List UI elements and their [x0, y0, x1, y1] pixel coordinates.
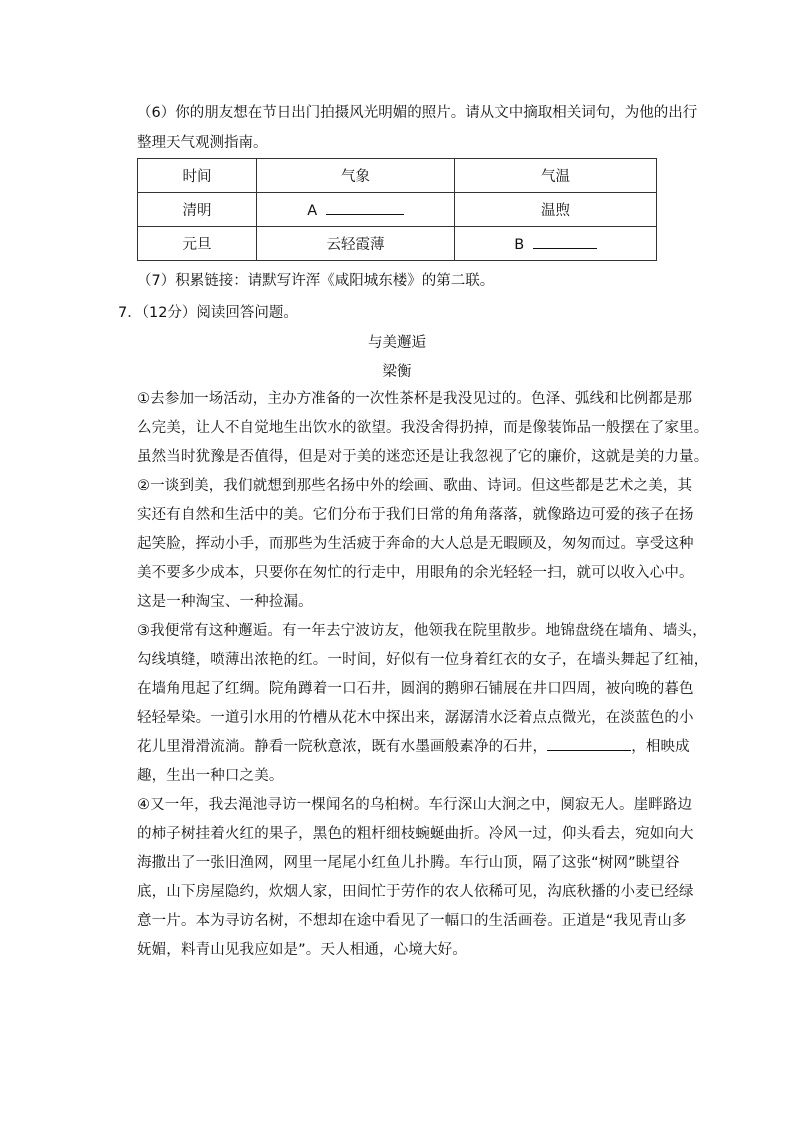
paragraph-2-line: 美不要多少成本，只要你在匆忙的行走中，用眼角的余光轻轻一扫，就可以收入心中。	[137, 565, 694, 581]
paragraph-1-line: 么完美，让人不自觉地生出饮水的欲望。我没舍得扔掉，而是像装饰品一般摆在了家里。	[137, 420, 709, 436]
header-temperature: 气温	[455, 159, 657, 193]
paragraph-1-line: ①去参加一场活动，主办方准备的一次性茶杯是我没见过的。色泽、弧线和比例都是那	[137, 391, 693, 407]
paragraph-2-line: 实还有自然和生活中的美。它们分布于我们日常的角角落落，就像路边可爱的孩子在扬	[137, 507, 694, 523]
paragraph-3-tail: ，相映成	[631, 739, 690, 755]
answer-blank-a[interactable]	[326, 200, 404, 215]
question-6-line-2: 整理天气观测指南。	[137, 135, 268, 151]
cell-time: 元旦	[138, 227, 257, 261]
weather-guide-table	[137, 158, 657, 261]
article-body	[137, 385, 709, 965]
paragraph-4-line: 底，山下房屋隐约，炊烟人家，田间忙于劳作的农人依稀可见，沟底秋播的小麦已经绿	[137, 884, 694, 900]
question-7-line: （7）积累链接：请默写许浑《咸阳城东楼》的第二联。	[137, 273, 495, 289]
article-author: 梁衡	[382, 364, 412, 380]
answer-blank-b[interactable]	[533, 234, 597, 249]
paragraph-4-line: 妩媚，料青山见我应如是”。天人相通，心境大好。	[137, 942, 467, 958]
paragraph-3-text: 花儿里滑滑流淌。静看一院秋意浓，既有水墨画般素净的石井，	[137, 739, 548, 755]
section-7-heading: 7．（12分）阅读回答问题。	[118, 305, 298, 321]
cell-time: 清明	[138, 193, 257, 227]
blank-label-a: A	[307, 203, 318, 219]
paragraph-4-line: 意一片。本为寻访名树，不想却在途中看见了一幅口的生活画卷。正道是“我见青山多	[137, 913, 687, 929]
table-header-row	[138, 159, 657, 193]
cell-weather: 云轻霞薄	[257, 227, 455, 261]
article-title: 与美邂逅	[368, 335, 426, 351]
table-row	[138, 193, 657, 227]
header-weather: 气象	[257, 159, 455, 193]
paragraph-4-line: ④又一年，我去渑池寻访一棵闻名的乌桕树。车行深山大涧之中，阒寂无人。崖畔路边	[137, 797, 693, 813]
cell-temperature: 温煦	[455, 193, 657, 227]
header-time: 时间	[138, 159, 257, 193]
paragraph-3-line-with-blank	[137, 733, 690, 762]
cell-temperature-blank[interactable]	[455, 227, 657, 261]
paragraph-4-line: 的柿子树挂着火红的果子，黑色的粗杆细枝蜿蜒曲折。冷风一过，仰头看去，宛如向大	[137, 826, 694, 842]
table-row	[138, 227, 657, 261]
paragraph-3-line: 轻轻晕染。一道引水用的竹槽从花木中探出来，潺潺清水泛着点点微光，在淡蓝色的小	[137, 710, 694, 726]
blank-label-b: B	[514, 237, 525, 253]
answer-blank-paragraph-3[interactable]	[547, 736, 631, 751]
paragraph-2-line: 起笑脸，挥动小手，而那些为生活疲于奔命的大人总是无暇顾及，匆匆而过。享受这种	[137, 536, 694, 552]
paragraph-1-line: 虽然当时犹豫是否值得，但是对于美的迷恋还是让我忽视了它的廉价，这就是美的力量。	[137, 449, 709, 465]
paragraph-3-line: ③我便常有这种邂逅。有一年去宁波访友，他领我在院里散步。地锦盘绕在墙角、墙头，	[137, 623, 707, 639]
paragraph-3-line: 趣，生出一种口之美。	[137, 768, 284, 784]
paragraph-2-line: ②一谈到美，我们就想到那些名扬中外的绘画、歌曲、诗词。但这些都是艺术之美，其	[137, 478, 693, 494]
paragraph-3-line: 在墙角甩起了红绸。院角蹲着一口石井，圆润的鹅卵石铺展在井口四周，被向晚的暮色	[137, 681, 694, 697]
paragraph-2-line: 这是一种淘宝、一种捡漏。	[137, 594, 313, 610]
cell-weather-blank[interactable]	[257, 193, 455, 227]
question-6-line-1: （6）你的朋友想在节日出门拍摄风光明媚的照片。请从文中摘取相关词句，为他的出行	[137, 105, 698, 121]
paragraph-3-line: 勾线填缝，喷薄出浓艳的红。一时间，好似有一位身着红衣的女子，在墙头舞起了红袖，	[137, 652, 709, 668]
paragraph-4-line: 海撒出了一张旧渔网，网里一尾尾小红鱼儿扑腾。车行山顶，隔了这张“树网”眺望谷	[137, 855, 680, 871]
